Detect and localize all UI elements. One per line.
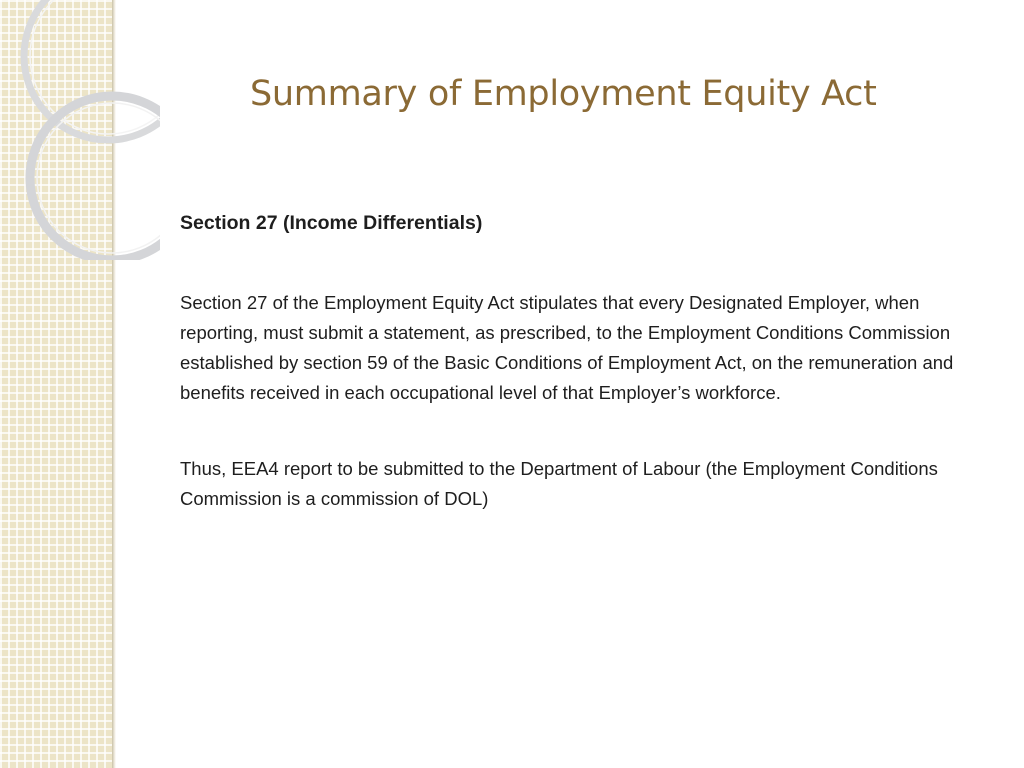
section-heading: Section 27 (Income Differentials) [180,212,483,234]
ring-lower [30,96,160,260]
ring-upper [24,0,160,140]
decorative-rings [0,0,160,260]
slide-title: Summary of Employment Equity Act [250,74,877,114]
body-paragraph-2: Thus, EEA4 report to be submitted to the Department of Labour (the Employment Conditions Commission is a commission of DOL) [180,458,938,509]
slide-body [180,208,995,560]
body-paragraph-1: Section 27 of the Employment Equity Act stipulates that every Designated Employer, when reporting, must submit a statement, as prescribed, to the Employment Conditions Commission established by section 59 of the Basic Conditions of Employment Act, on the remuneration and benefits received in each occupational level of that Employer’s workforce. [180,292,954,403]
